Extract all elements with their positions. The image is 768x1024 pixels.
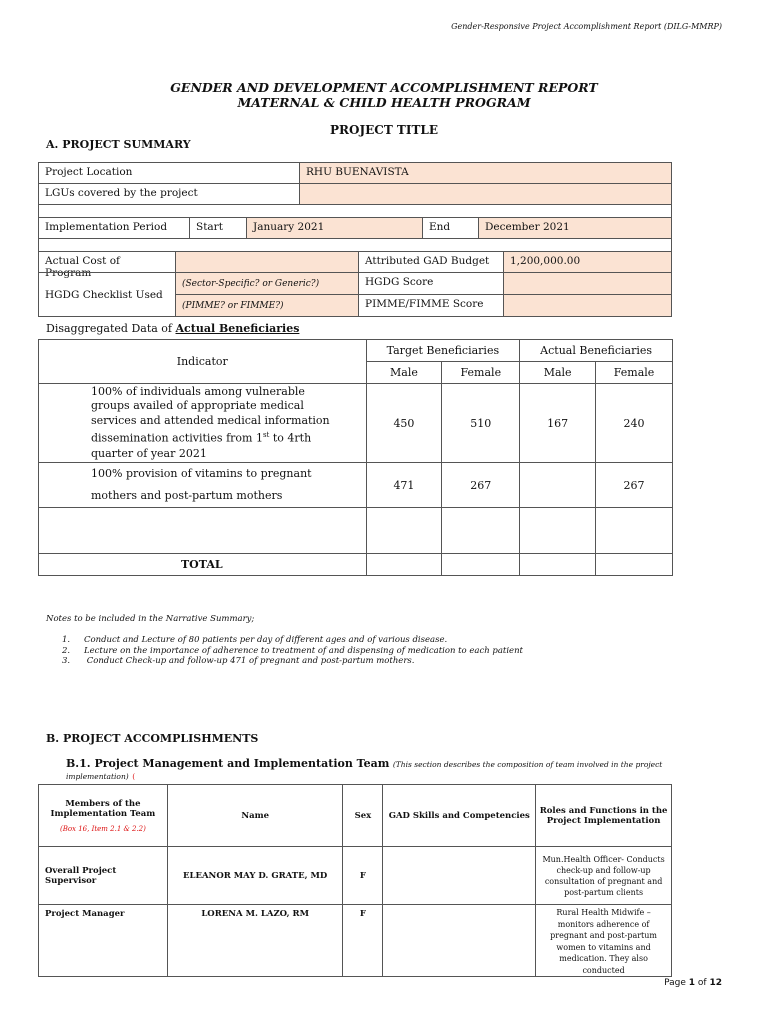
- name-cell: ELEANOR MAY D. GRATE, MD: [167, 847, 343, 905]
- members-header: Members of the Implementation Team (Box 16, Item 2.1 & 2.2): [39, 785, 168, 847]
- sex-header: Sex: [343, 785, 383, 847]
- sector-specific-question: (Sector-Specific? or Generic?): [175, 272, 359, 295]
- start-label: Start: [189, 217, 247, 239]
- actual-female-cell: 240: [596, 384, 673, 463]
- note-item: 3. Conduct Check-up and follow-up 471 of pregnant and post-partum mothers.: [62, 656, 415, 666]
- name-header: Name: [167, 785, 343, 847]
- skills-cell: [383, 847, 536, 905]
- start-value: January 2021: [246, 217, 423, 239]
- actual-male-cell: [520, 463, 596, 508]
- b1-paren: (: [132, 772, 136, 781]
- table-row: [39, 508, 673, 554]
- target-male-cell: 471: [366, 463, 442, 508]
- pimme-question: (PIMME? or FIMME?): [175, 294, 359, 317]
- actual-male-header: Male: [520, 362, 596, 384]
- hgdg-score-label: HGDG Score: [358, 272, 504, 295]
- target-female-cell: 267: [442, 463, 520, 508]
- name-cell: LORENA M. LAZO, RM: [167, 905, 343, 977]
- indicator-cell: 100% provision of vitamins to pregnant mothers and post-partum mothers: [39, 463, 367, 508]
- end-label: End: [422, 217, 479, 239]
- target-male-cell: 450: [366, 384, 442, 463]
- b1-note: (This section describes the composition of team involved in the project implementation): [66, 760, 663, 781]
- table-row: [39, 463, 673, 508]
- project-location-label: Project Location: [38, 162, 300, 184]
- actual-female-header: Female: [596, 362, 673, 384]
- implementation-team-table: [38, 784, 672, 977]
- total-label: TOTAL: [39, 554, 367, 576]
- roles-cell: Rural Health Midwife – monitors adherence of pregnant and post-partum women to vitamins and medication. They also conducted: [536, 905, 672, 977]
- b1-heading: [66, 758, 676, 782]
- pimme-score-label: PIMME/FIMME Score: [358, 294, 504, 317]
- header-note: Gender-Responsive Project Accomplishment Report (DILG-MMRP): [451, 22, 722, 31]
- actual-cost-label: Actual Cost of Program: [38, 251, 176, 273]
- lgus-value: [299, 183, 672, 205]
- report-title: GENDER AND DEVELOPMENT ACCOMPLISHMENT REPORT: [170, 80, 598, 95]
- roles-cell: Mun.Health Officer- Conducts check-up and follow-up consultation of pregnant and post-partum clients: [536, 847, 672, 905]
- roles-header: Roles and Functions in the Project Implementation: [536, 785, 672, 847]
- actual-header: Actual Beneficiaries: [520, 340, 673, 362]
- actual-beneficiaries-heading: Actual Beneficiaries: [175, 322, 300, 335]
- report-subtitle: MATERNAL & CHILD HEALTH PROGRAM: [237, 95, 531, 110]
- actual-cost-value: [175, 251, 359, 273]
- gad-budget-value: 1,200,000.00: [503, 251, 672, 273]
- skills-cell: [383, 905, 536, 977]
- sex-cell: F: [343, 905, 383, 977]
- actual-female-cell: 267: [596, 463, 673, 508]
- target-female-cell: 510: [442, 384, 520, 463]
- pimme-score-value: [503, 294, 672, 317]
- skills-header: GAD Skills and Competencies: [383, 785, 536, 847]
- indicator-cell: 100% of individuals among vulnerable groups availed of appropriate medical services and attended medical information dissemination activities from 1st to 4rth quarter of year 2021: [39, 384, 367, 463]
- total-row: [39, 554, 673, 576]
- table-row: [39, 905, 672, 977]
- member-cell: Overall Project Supervisor: [39, 847, 168, 905]
- note-item: 1. Conduct and Lecture of 80 patients per day of different ages and of various disease.: [62, 635, 448, 645]
- target-male-header: Male: [366, 362, 442, 384]
- beneficiaries-table: [38, 339, 673, 576]
- notes-heading: Notes to be included in the Narrative Summary;: [46, 614, 255, 624]
- disaggregated-heading: [46, 322, 299, 335]
- members-header-note: (Box 16, Item 2.1 & 2.2): [59, 824, 146, 833]
- project-title: PROJECT TITLE: [330, 123, 438, 137]
- hgdg-checklist-label: HGDG Checklist Used: [38, 272, 176, 317]
- table-row: [39, 847, 672, 905]
- target-header: Target Beneficiaries: [366, 340, 520, 362]
- end-value: December 2021: [478, 217, 672, 239]
- page-footer: Page 1 of 12: [664, 978, 722, 988]
- target-female-header: Female: [442, 362, 520, 384]
- spacer-row: [38, 204, 672, 218]
- b1-title: B.1. Project Management and Implementation Team: [66, 757, 390, 770]
- lgus-label: LGUs covered by the project: [38, 183, 300, 205]
- spacer-row: [38, 238, 672, 252]
- note-item: 2. Lecture on the importance of adherence to treatment of and dispensing of medication to each patient: [62, 646, 523, 656]
- section-b-heading: B. PROJECT ACCOMPLISHMENTS: [46, 732, 259, 745]
- project-location-value: RHU BUENAVISTA: [299, 162, 672, 184]
- hgdg-score-value: [503, 272, 672, 295]
- gad-budget-label: Attributed GAD Budget: [358, 251, 504, 273]
- member-cell: Project Manager: [39, 905, 168, 977]
- implementation-label: Implementation Period: [38, 217, 190, 239]
- section-a-heading: A. PROJECT SUMMARY: [46, 138, 191, 151]
- sex-cell: F: [343, 847, 383, 905]
- actual-male-cell: 167: [520, 384, 596, 463]
- table-row: [39, 384, 673, 463]
- indicator-header: Indicator: [39, 340, 367, 384]
- disaggregated-prefix: Disaggregated Data of: [46, 322, 176, 335]
